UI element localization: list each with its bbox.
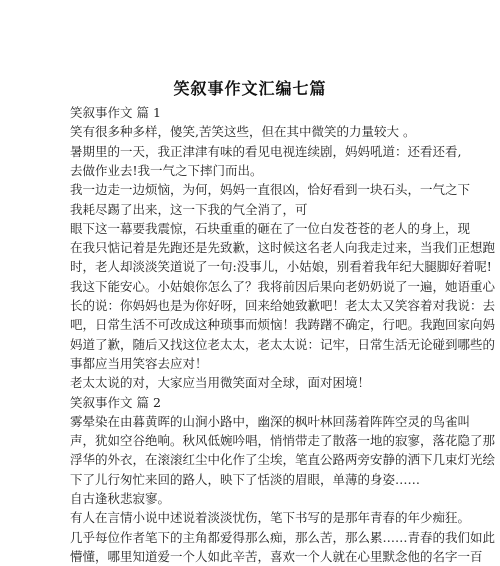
paragraph-line: 去做作业去!我一气之下摔门而出。 <box>70 162 263 178</box>
paragraph-line: 笑有很多种多样，傻笑,苦笑这些，但在其中微笑的力量较大 。 <box>70 124 416 140</box>
paragraph-line: 自古逢秋悲寂寥。 <box>70 491 171 506</box>
paragraph-line: 几乎每位作者笔下的主角都爱得那么痴，那么苦，那么累……青春的我们如此 <box>70 529 496 545</box>
paragraph-line: 浮华的外衣，在滚滚红尘中化作了尘埃，笔直公路两旁安静的洒下几束灯光绘 <box>70 452 496 468</box>
paragraph-line: 在我只惦记着是先跑还是先致歉，这时候这名老人向我走过来，当我们正想跑 <box>70 240 496 256</box>
paragraph-line: 眼下这一幕要我震惊，石块重重的砸在了一位白发苍苍的老人的身上，现 <box>70 220 471 236</box>
document-title: 笑叙事作文汇编七篇 <box>173 79 327 98</box>
paragraph-line: 懵懂，哪里知道爱一个人如此辛苦，喜欢一个人就在心里默念他的名字一百 <box>70 548 483 564</box>
paragraph-line: 妈道了歉，随后又找这位老太太，老太太说：记牢，日常生活无论碰到哪些的 <box>70 336 496 352</box>
paragraph-line: 声，犹如空谷绝响。秋风低婉吟唱，悄悄带走了散落一地的寂寥，落花隐了那 <box>70 433 496 449</box>
paragraph-line: 我耗尽踢了出来，这一下我的气全消了，可 <box>70 201 308 217</box>
paragraph-line: 事都应当用笑容去应对！ <box>70 355 208 371</box>
section-heading: 笑叙事作文 篇 1 <box>70 105 161 120</box>
paragraph-line: 我一边走一边烦恼，为何，妈妈一直很凶，恰好看到一块石头，一气之下 <box>70 182 471 198</box>
paragraph-line: 雾晕染在由暮黄晖的山涧小路中，幽深的枫叶林回荡着阵阵空灵的鸟雀叫 <box>70 413 471 429</box>
paragraph-line: 我这下能安心。小姑娘你怎么了？我将前因后果向老奶奶说了一遍，她语重心 <box>70 278 496 294</box>
section-heading: 笑叙事作文 篇 2 <box>70 394 161 410</box>
paragraph-line: 暑期里的一天，我正津津有味的看见电视连续剧，妈妈吼道：还看还看, <box>70 143 462 159</box>
paragraph-line: 有人在言情小说中述说着淡淡忧伤，笔下书写的是那年青春的年少痴狂。 <box>70 510 471 526</box>
paragraph-line: 吧，日常生活不可改成这种琐事而烦恼！我踌躇不确定，行吧。我跑回家向妈 <box>70 317 496 333</box>
paragraph-line: 下了儿行匆忙来回的路人，映下了恬淡的眉眼，单薄的身姿…… <box>70 471 421 487</box>
paragraph-line: 时，老人却淡淡笑道说了一句:没事儿，小姑娘，别看着我年纪大腿脚好着呢! <box>70 259 492 275</box>
paragraph-line: 老太太说的对，大家应当用微笑面对全球，面对困境！ <box>70 375 371 391</box>
paragraph-line: 长的说：你妈妈也是为你好呀，回来给她致歉吧！老太太又笑容着对我说：去 <box>70 298 496 313</box>
